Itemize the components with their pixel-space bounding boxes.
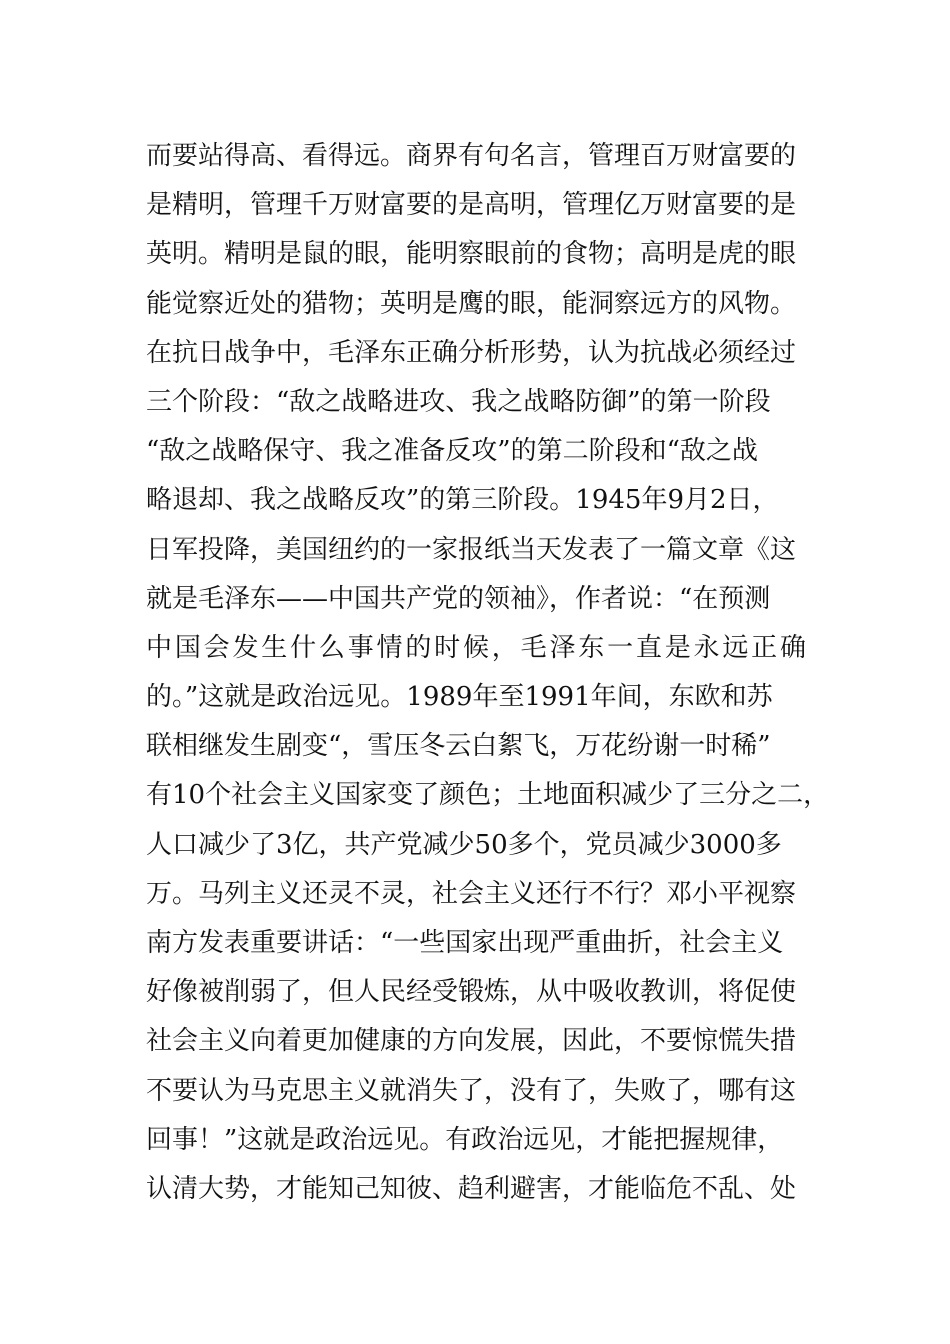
text-line: 日军投降，美国纽约的一家报纸当天发表了一篇文章《这 [146, 534, 797, 565]
text-line: 在抗日战争中，毛泽东正确分析形势，认为抗战必须经过 [146, 337, 797, 368]
text-line: 南方发表重要讲话：“一些国家出现严重曲折，社会主义 [146, 928, 784, 958]
text-line: “敌之战略保守、我之准备反攻”的第二阶段和“敌之战 [146, 436, 758, 467]
text-line: 不要认为马克思主义就消失了，没有了，失败了，哪有这 [146, 1075, 797, 1106]
text-line: 就是毛泽东——中国共产党的领袖》，作者说：“在预测 [146, 583, 771, 614]
text-line: 认清大势，才能知己知彼、趋利避害，才能临危不乱、处 [146, 1173, 797, 1204]
text-line: 能觉察近处的猎物；英明是鹰的眼，能洞察远方的风物。 [146, 288, 797, 319]
text-line: 好像被削弱了，但人民经受锻炼，从中吸收教训，将促使 [146, 977, 797, 1008]
text-line: 有10个社会主义国家变了颜色；土地面积减少了三分之二， [146, 780, 830, 811]
text-line: 社会主义向着更加健康的方向发展，因此，不要惊慌失措 [146, 1026, 797, 1057]
body-text [146, 132, 830, 1214]
text-line: 而要站得高、看得远。商界有句名言，管理百万财富要的 [146, 141, 797, 171]
text-line: 是精明，管理千万财富要的是高明，管理亿万财富要的是 [146, 190, 797, 221]
text-line: 人口减少了3亿，共产党减少50多个，党员减少3000多 [146, 829, 782, 860]
text-line: 中国会发生什么事情的时候，毛泽东一直是永远正确 [146, 632, 806, 663]
text-line: 略退却、我之战略反攻”的第三阶段。1945年9月2日， [146, 485, 779, 516]
text-line: 的。”这就是政治远见。1989年至1991年间，东欧和苏 [146, 682, 773, 713]
text-line: 万。马列主义还灵不灵，社会主义还行不行？邓小平视察 [146, 878, 797, 909]
text-line: 联相继发生剧变“，雪压冬云白絮飞，万花纷谢一时稀” [146, 731, 771, 762]
text-line: 英明。精明是鼠的眼，能明察眼前的食物；高明是虎的眼 [146, 239, 797, 270]
text-line: 三个阶段：“敌之战略进攻、我之战略防御”的第一阶段 [146, 386, 771, 417]
text-line: 回事！”这就是政治远见。有政治远见，才能把握规律， [146, 1124, 784, 1155]
